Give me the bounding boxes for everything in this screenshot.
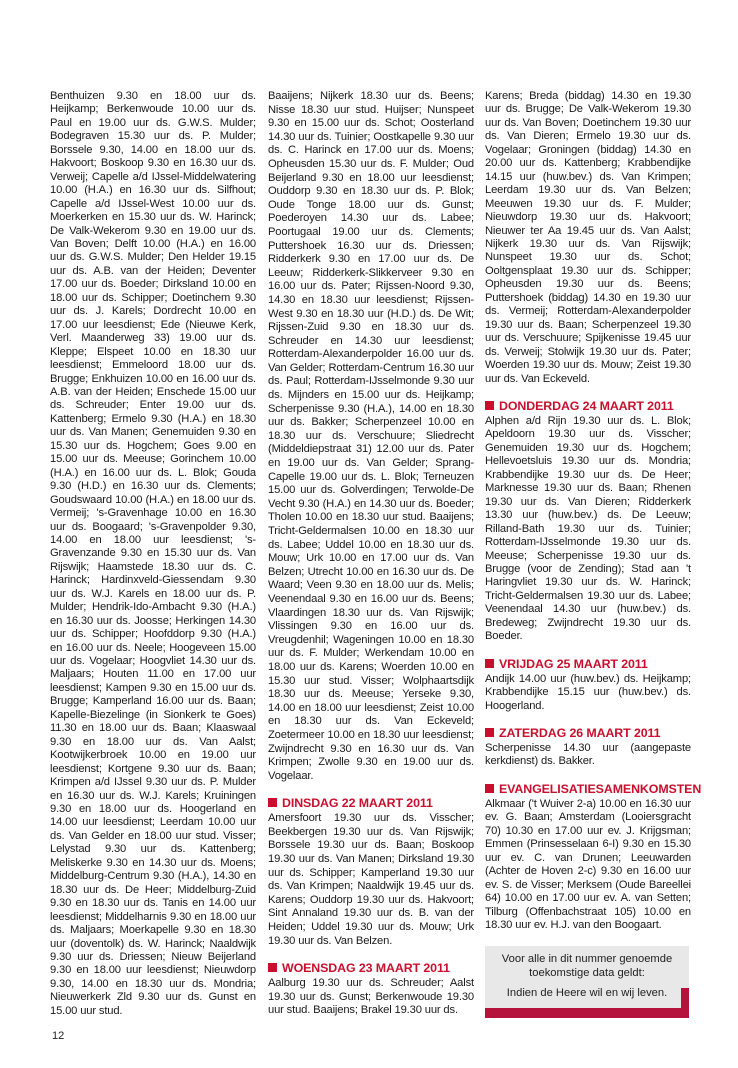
notice-accent-bar — [681, 988, 689, 1008]
vrijdag-text: Andijk 14.00 uur (huw.bev.) ds. Heijkamp; Krabbendijke 15.15 uur (huw.bev.) ds. Hoogerland. — [485, 672, 691, 712]
donderdag-text: Alphen a/d Rijn 19.30 uur ds. L. Blok; Apeldoorn 19.30 uur ds. Visscher; Genemuiden 19.30 uur ds. Hogchem; Hellevoetsluis 19.30 uur ds. Mondria; Krabbendijke 19.30 uur ds. De Heer; Marknesse 19.30 uur ds. Baan; Rhenen 19.30 uur ds. Van Dieren; Ridderkerk 13.30 uur (huw.bev.) ds. De Leeuw; Rilland-Bath 19.30 uur ds. Tuinier; Rotterdam-IJsselmonde 19.30 uur ds. Meeuse; Scherpenisse 19.30 uur ds. Brugge (voor de Zending); Stad aan 't Haringvliet 19.30 uur ds. W. Harinck; Tricht-Geldermalsen 19.30 uur ds. Labee; Veenendaal 14.30 uur (huw.bev.) ds. Bredeweg; Zwijndrecht 19.30 uur ds. Boeder. — [485, 414, 691, 643]
section-heading-dinsdag — [268, 796, 474, 811]
heading-text: DONDERDAG 24 MAART 2011 — [499, 398, 674, 413]
section-heading-donderdag — [485, 399, 691, 414]
woensdag-text: Aalburg 19.30 uur ds. Schreuder; Aalst 19.30 uur ds. Gunst; Berkenwoude 19.30 uur stud. Baaijens; Brakel 19.30 uur ds. — [268, 977, 474, 1017]
column-1 — [50, 90, 256, 1018]
heading-text: WOENSDAG 23 MAART 2011 — [282, 961, 450, 976]
dinsdag-text: Amersfoort 19.30 uur ds. Visscher; Beekbergen 19.30 uur ds. Van Rijswijk; Borssele 19.30 uur ds. Baan; Boskoop 19.30 uur ds. Van Manen; Dirksland 19.30 uur ds. Schipper; Kamperland 19.30 uur ds. Van Krimpen; Naaldwijk 19.45 uur ds. Karens; Ouddorp 19.30 uur ds. Hakvoort; Sint Annaland 19.30 uur ds. B. van der Heiden; Uddel 19.30 uur ds. Mouw; Urk 19.30 uur ds. Van Belzen. — [268, 812, 474, 947]
evangelisatie-text: Alkmaar ('t Wuiver 2-a) 10.00 en 16.30 uur ev. G. Baan; Amsterdam (Looiersgracht 70) 10.30 en 17.00 uur ev. J. Krijgsman; Emmen (Prinsesselaan 6-I) 9.30 en 15.30 uur ev. C. van Drunen; Leeuwarden (Achter de Hoven 2-c) 9.30 en 16.00 uur ev. S. de Visser; Merksem (Oude Bareellei 64) 10.00 en 17.00 uur ev. A. van Setten; Tilburg (Offenbachstraat 105) 10.00 en 18.30 uur ev. H.J. van den Boogaart. — [485, 797, 691, 932]
column-2 — [268, 90, 474, 1018]
bullet-square-icon — [485, 659, 494, 668]
section-heading-zaterdag — [485, 726, 691, 741]
notice-box — [485, 946, 689, 1008]
heading-text: ZATERDAG 26 MAART 2011 — [499, 726, 661, 741]
heading-text: EVANGELISATIESAMENKOMSTEN — [499, 781, 702, 796]
notice-line-1: Voor alle in dit nummer genoemde toekomstige data geldt: — [501, 953, 673, 980]
heading-text: VRIJDAG 25 MAART 2011 — [499, 656, 648, 671]
notice-line-2: Indien de Heere wil en wij leven. — [506, 987, 668, 1000]
bullet-square-icon — [485, 784, 494, 793]
page-number: 12 — [52, 1030, 65, 1042]
sunday-services-text: Benthuizen 9.30 en 18.00 uur ds. Heijkamp; Berkenwoude 10.00 uur ds. Paul en 19.00 uur ds. G.W.S. Mulder; Bodegraven 15.30 uur ds. P. Mulder; Borssele 9.30, 14.00 en 18.00 uur ds. Hakvoort; Boskoop 9.30 en 16.30 uur ds. Verweij; Capelle a/d IJssel-Middelwatering 10.00 (H.A.) en 16.30 uur ds. Silfhout; Capelle a/d IJssel-West 10.00 uur ds. Moerkerken en 15.30 uur ds. W. Harinck; De Valk-Wekerom 9.30 en 19.00 uur ds. Van Boven; Delft 10.00 (H.A.) en 16.00 uur ds. G.W.S. Mulder; Den Helder 19.15 uur ds. A.B. van der Heiden; Deventer 17.00 uur ds. Boeder; Dirksland 10.00 en 18.00 uur ds. Schipper; Doetinchem 9.30 uur ds. J. Karels; Dordrecht 10.00 en 17.00 uur leesdienst; Ede (Nieuwe Kerk, Verl. Maanderweg 33) 19.00 uur ds. Kleppe; Elspeet 10.00 en 18.30 uur leesdienst; Emmeloord 18.00 uur ds. Brugge; Enkhuizen 10.00 en 16.00 uur ds. A.B. van der Heiden; Enschede 15.00 uur ds. Schreuder; Enter 19.00 uur ds. Kattenberg; Ermelo 9.30 (H.A.) en 18.30 uur ds. Van Manen; Genemuiden 9.30 en 15.30 uur ds. Hogchem; Goes 9.00 en 15.00 uur ds. Meeuse; Gorinchem 10.00 (H.A.) en 16.00 uur ds. L. Blok; Gouda 9.30 (H.D.) en 16.30 uur ds. Clements; Goudswaard 10.00 (H.A.) en 18.00 uur ds. Vermeij; 's-Gravenhage 10.00 en 16.30 uur ds. Boogaard; 's-Gravenpolder 9.30, 14.00 en 18.00 uur leesdienst; 's-Gravenzande 9.30 en 15.30 uur ds. Van Rijswijk; Haamstede 18.30 uur ds. C. Harinck; Hardinxveld-Giessendam 9.30 uur ds. W.J. Karels en 18.00 uur ds. P. Mulder; Hendrik-Ido-Ambacht 9.30 (H.A.) en 16.30 uur ds. Joosse; Herkingen 14.30 uur ds. Schipper; Hoofddorp 9.30 (H.A.) en 16.00 uur ds. Neele; Hoogeveen 15.00 uur ds. Vogelaar; Hoogvliet 14.30 uur ds. Maljaars; Houten 11.00 en 17.00 uur leesdienst; Kampen 9.30 en 15.00 uur ds. Brugge; Kamperland 16.00 uur ds. Baan; Kapelle-Biezelinge (in Sionkerk te Goes) 11.30 en 18.00 uur ds. Baan; Klaaswaal 9.30 en 18.00 uur ds. Van Aalst; Kootwijkerbroek 10.00 en 19.00 uur leesdienst; Kortgene 9.30 uur ds. Baan; Krimpen a/d IJssel 9.30 uur ds. P. Mulder en 16.30 uur ds. W.J. Karels; Kruiningen 9.30 en 18.00 uur ds. Hoogerland en 14.00 uur leesdienst; Leerdam 10.00 uur ds. Van Gelder en 18.00 uur stud. Visser; Lelystad 9.30 uur ds. Kattenberg; Meliskerke 9.30 en 14.30 uur ds. Moens; Middelburg-Centrum 9.30 (H.A.), 14.30 en 18.30 uur ds. De Heer; Middelburg-Zuid 9.30 en 18.30 uur ds. Tanis en 14.00 uur leesdienst; Middelharnis 9.30 en 18.00 uur ds. Maljaars; Moerkapelle 9.30 en 18.30 uur (doventolk) ds. W. Harinck; Naaldwijk 9.30 uur ds. Driessen; Nieuw Beijerland 9.30 en 18.00 uur leesdienst; Nieuwdorp 9.30, 14.00 en 18.30 uur ds. Mondria; Nieuwerkerk Zld 9.30 uur ds. Gunst en 15.00 uur stud. — [50, 90, 256, 1017]
section-heading-woensdag — [268, 961, 474, 976]
zaterdag-text: Scherpenisse 14.30 uur (aangepaste kerkdienst) ds. Bakker. — [485, 742, 691, 768]
heading-text: DINSDAG 22 MAART 2011 — [282, 796, 433, 811]
section-heading-vrijdag — [485, 657, 691, 672]
bullet-square-icon — [485, 728, 494, 737]
sunday-services-text-continued: Baaijens; Nijkerk 18.30 uur ds. Beens; Nisse 18.30 uur stud. Huijser; Nunspeet 9.30 en 15.00 uur ds. Schot; Oosterland 14.30 uur ds. Tuinier; Oostkapelle 9.30 uur ds. C. Harinck en 17.00 uur ds. Moens; Opheusden 15.30 uur ds. F. Mulder; Oud Beijerland 9.30 en 18.00 uur leesdienst; Ouddorp 9.30 en 18.30 uur ds. P. Blok; Oude Tonge 18.00 uur ds. Gunst; Poederoyen 14.30 uur ds. Labee; Poortugaal 19.00 uur ds. Clements; Puttershoek 16.30 uur ds. Driessen; Ridderkerk 9.30 en 17.00 uur ds. De Leeuw; Ridderkerk-Slikkerveer 9.30 en 16.00 uur ds. Pater; Rijssen-Noord 9.30, 14.30 en 18.30 uur leesdienst; Rijssen-West 9.30 en 18.30 uur (H.D.) ds. De Wit; Rijssen-Zuid 9.30 en 18.30 uur ds. Schreuder en 14.30 uur leesdienst; Rotterdam-Alexanderpolder 16.00 uur ds. Van Gelder; Rotterdam-Centrum 16.30 uur ds. Paul; Rotterdam-IJsselmonde 9.30 uur ds. Mijnders en 15.00 uur ds. Heijkamp; Scherpenisse 9.30 (H.A.), 14.00 en 18.30 uur ds. Bakker; Scherpenzeel 10.00 en 18.30 uur ds. Verschuure; Sliedrecht (Middeldiepstraat 31) 12.00 uur ds. Pater en 19.00 uur ds. Van Gelder; Sprang-Capelle 19.00 uur ds. L. Blok; Terneuzen 15.00 uur ds. Golverdingen; Terwolde-De Vecht 9.30 (H.A.) en 14.30 uur ds. Boeder; Tholen 10.00 en 18.30 uur stud. Baaijens; Tricht-Geldermalsen 10.00 en 18.30 uur ds. Labee; Uddel 10.00 en 18.30 uur ds. Mouw; Urk 10.00 en 17.00 uur ds. Van Belzen; Utrecht 10.00 en 16.30 uur ds. De Waard; Veen 9.30 en 18.00 uur ds. Melis; Veenendaal 9.30 en 16.00 uur ds. Beens; Vlaardingen 18.30 uur ds. Van Rijswijk; Vlissingen 9.30 en 16.00 uur ds. Vreugdenhil; Wageningen 10.00 en 18.30 uur ds. F. Mulder; Werkendam 10.00 en 18.00 uur ds. Karens; Woerden 10.00 en 15.30 uur stud. Visser; Wolphaartsdijk 18.30 uur ds. Meeuse; Yerseke 9.30, 14.00 en 18.00 uur leesdienst; Zeist 10.00 en 18.30 uur ds. Van Eckeveld; Zoetermeer 10.00 en 18.30 uur leesdienst; Zwijndrecht 9.30 en 16.30 uur ds. Van Krimpen; Zwolle 9.30 en 19.00 uur ds. Vogelaar. — [268, 90, 474, 782]
notice-bottom-bar — [485, 1008, 689, 1018]
bullet-square-icon — [268, 798, 277, 807]
column-3 — [485, 90, 702, 1018]
bullet-square-icon — [485, 401, 494, 410]
bullet-square-icon — [268, 963, 277, 972]
section-heading-evangelisatie — [485, 781, 702, 797]
woensdag-text-continued: Karens; Breda (biddag) 14.30 en 19.30 uur ds. Brugge; De Valk-Wekerom 19.30 uur ds. Van Boven; Doetinchem 19.30 uur ds. Van Dieren; Ermelo 19.30 uur ds. Vogelaar; Groningen (biddag) 14.30 en 20.00 uur ds. Kattenberg; Krabbendijke 14.15 uur (huw.bev.) ds. Van Krimpen; Leerdam 19.30 uur ds. Van Belzen; Meeuwen 19.30 uur ds. F. Mulder; Nieuwdorp 19.30 uur ds. Hakvoort; Nieuwer ter Aa 19.45 uur ds. Van Aalst; Nijkerk 19.30 uur ds. Van Rijswijk; Nunspeet 19.30 uur ds. Schot; Ooltgensplaat 19.30 uur ds. Schipper; Opheusden 19.30 uur ds. Beens; Puttershoek (biddag) 14.30 en 19.30 uur ds. Vermeij; Rotterdam-Alexanderpolder 19.30 uur ds. Baan; Scherpenzeel 19.30 uur ds. Verschuure; Spijkenisse 19.45 uur ds. Verweij; Stolwijk 19.30 uur ds. Pater; Woerden 19.30 uur ds. Mouw; Zeist 19.30 uur ds. Van Eckeveld. — [485, 90, 691, 385]
